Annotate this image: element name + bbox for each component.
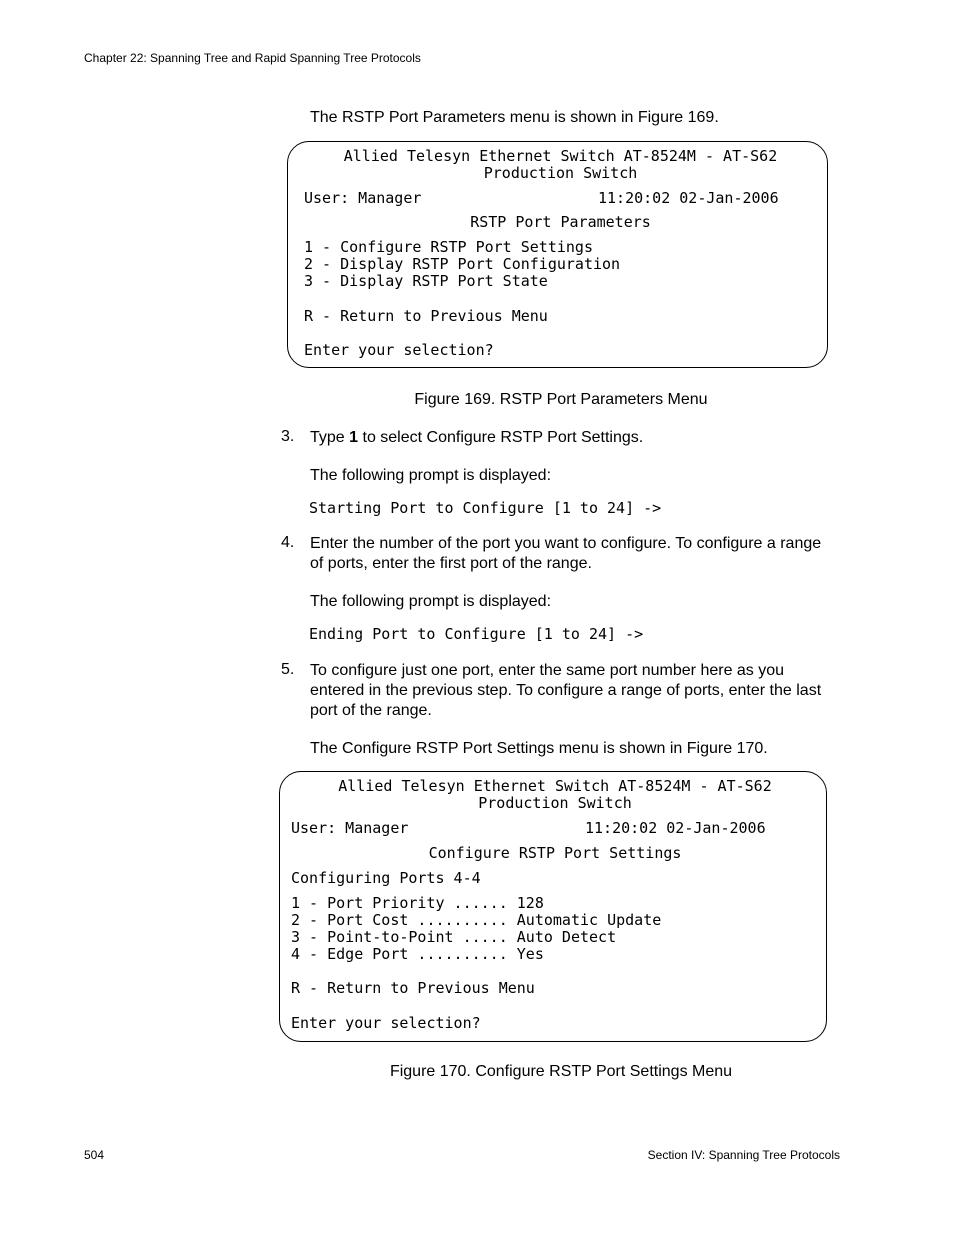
running-header: Chapter 22: Spanning Tree and Rapid Spanning Tree Protocols <box>84 51 421 65</box>
following-prompt-text-2: The following prompt is displayed: <box>310 593 552 610</box>
menu-item-port-priority: 1 - Port Priority ...... 128 <box>291 894 544 912</box>
screen-user: User: Manager <box>304 189 422 207</box>
figure-caption-169: Figure 169. RSTP Port Parameters Menu <box>414 391 708 408</box>
intro-paragraph-1: The RSTP Port Parameters menu is shown in Figure 169. <box>310 109 719 126</box>
following-prompt-text-1: The following prompt is displayed: <box>310 467 552 484</box>
menu-item-edge-port: 4 - Edge Port .......... Yes <box>291 945 544 963</box>
step-3-text-post: to select Configure RSTP Port Settings. <box>358 429 644 446</box>
step-text-3 <box>310 428 835 448</box>
step-3-text-pre: Type <box>310 429 350 446</box>
menu-item-display-state: 3 - Display RSTP Port State <box>304 272 548 290</box>
screen-datetime: 11:20:02 02-Jan-2006 <box>598 189 779 207</box>
screen-title-line2: Production Switch <box>483 164 638 182</box>
screen-menu-title: RSTP Port Parameters <box>470 213 651 231</box>
screen2-datetime: 11:20:02 02-Jan-2006 <box>585 819 766 837</box>
screen2-title-line1: Allied Telesyn Ethernet Switch AT-8524M - AT-S62 <box>338 777 772 795</box>
terminal-screen-configure-rstp-port-settings <box>279 771 827 1042</box>
menu-item-display-config: 2 - Display RSTP Port Configuration <box>304 255 621 273</box>
menu-item-port-cost: 2 - Port Cost .......... Automatic Update <box>291 911 662 929</box>
page-number: 504 <box>84 1148 105 1162</box>
step-3-text-bold: 1 <box>349 429 359 446</box>
menu-item-configure: 1 - Configure RSTP Port Settings <box>304 238 593 256</box>
screen2-menu-item-return: R - Return to Previous Menu <box>291 979 535 997</box>
screen2-configuring-ports: Configuring Ports 4-4 <box>291 869 481 887</box>
menu-item-point-to-point: 3 - Point-to-Point ..... Auto Detect <box>291 928 617 946</box>
step-number-4: 4. <box>281 534 295 551</box>
ending-port-prompt: Ending Port to Configure [1 to 24] -> <box>309 625 644 643</box>
running-footer-section: Section IV: Spanning Tree Protocols <box>647 1148 840 1162</box>
figure-caption-170: Figure 170. Configure RSTP Port Settings Menu <box>389 1063 733 1080</box>
screen-title-line1: Allied Telesyn Ethernet Switch AT-8524M - AT-S62 <box>343 147 778 165</box>
screen2-user: User: Manager <box>291 819 409 837</box>
menu-item-return: R - Return to Previous Menu <box>304 307 548 325</box>
step-text-4: Enter the number of the port you want to configure. To configure a range of ports, enter the first port of the range. <box>310 535 822 572</box>
screen2-prompt: Enter your selection? <box>291 1014 481 1032</box>
step-text-5: To configure just one port, enter the same port number here as you entered in the previous step. To configure a range of ports, enter the last port of the range. <box>310 662 822 719</box>
intro-paragraph-2: The Configure RSTP Port Settings menu is shown in Figure 170. <box>310 740 768 757</box>
screen-prompt: Enter your selection? <box>304 341 494 359</box>
step-number-3: 3. <box>281 428 295 445</box>
terminal-screen-rstp-port-parameters <box>287 141 828 368</box>
screen2-menu-title: Configure RSTP Port Settings <box>428 844 682 862</box>
step-number-5: 5. <box>281 661 295 678</box>
screen2-title-line2: Production Switch <box>478 794 632 812</box>
starting-port-prompt: Starting Port to Configure [1 to 24] -> <box>309 499 662 517</box>
